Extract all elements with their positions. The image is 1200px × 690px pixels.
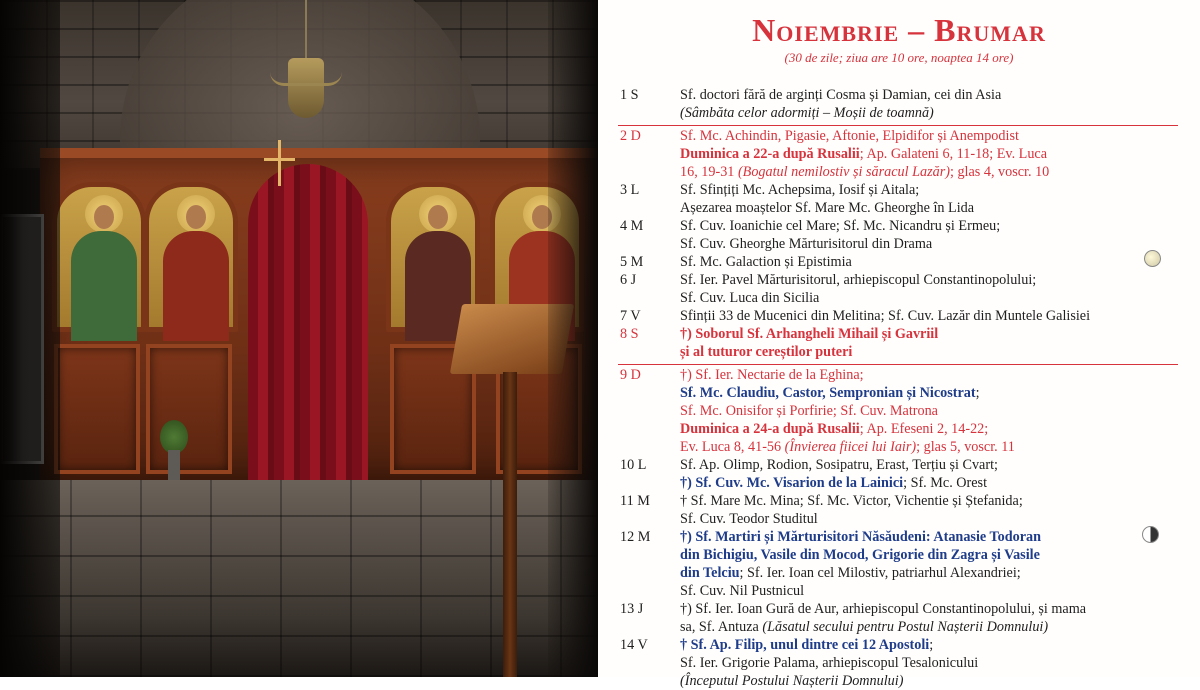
day-text: [680, 127, 1178, 181]
text-segment: (Învierea fiicei lui Iair): [784, 439, 917, 455]
text-segment: ; Sf. Ier. Ioan cel Milostiv, patriarhul Alexandriei;: [739, 565, 1021, 581]
entry-line: [680, 235, 1178, 253]
day-text: [680, 217, 1178, 253]
day-text: [680, 528, 1178, 600]
day-label: 2 D: [620, 128, 641, 144]
text-segment: †) Sf. Ier. Nectarie de la Eghina;: [680, 367, 864, 383]
day-label: 14 V: [620, 637, 648, 653]
day-label: 12 M: [620, 529, 651, 545]
text-segment: (Sâmbăta celor adormiți – Moșii de toamnă): [680, 105, 934, 121]
calendar-entries: [618, 86, 1178, 690]
text-segment: Sf. Ier. Pavel Mărturisitorul, arhiepiscopul Constantinopolului;: [680, 272, 1037, 288]
text-segment: din Bichigiu, Vasile din Mocod, Grigorie din Zagra și Vasile: [680, 547, 1040, 563]
entry-line: [680, 86, 1178, 104]
text-segment: 16, 19-31: [680, 164, 738, 180]
entry-line: [680, 104, 1178, 122]
chapel-photo: [0, 0, 598, 677]
text-segment: Sf. Cuv. Gheorghe Mărturisitorul din Drama: [680, 236, 933, 252]
text-segment: ; glas 4, voscr. 10: [949, 164, 1050, 180]
day-label: 11 M: [620, 493, 650, 509]
text-segment: Sfinții 33 de Mucenici din Melitina; Sf. Cuv. Lazăr din Muntele Galisiei: [680, 308, 1091, 324]
day-text: [680, 456, 1178, 492]
calendar-entry: [618, 86, 1178, 122]
day-label: 4 M: [620, 218, 644, 234]
day-text: [680, 253, 1178, 271]
cross-icon: [278, 140, 281, 186]
day-text: [680, 271, 1178, 307]
entry-line: [680, 307, 1178, 325]
calendar-entry: [618, 325, 1178, 361]
text-segment: din Telciu: [680, 565, 740, 581]
entry-line: [680, 438, 1178, 456]
entry-line: [680, 127, 1178, 145]
entry-line: [680, 145, 1178, 163]
day-label: 5 M: [620, 254, 644, 270]
day-text: [680, 325, 1178, 361]
day-text: [680, 86, 1178, 122]
day-label: 13 J: [620, 601, 644, 617]
month-subtitle: (30 de zile; ziua are 10 ore, noaptea 14 ore): [784, 50, 1014, 65]
entry-line: [680, 546, 1178, 564]
lower-wood-panel: [146, 344, 232, 474]
chandelier: [266, 0, 346, 160]
lectern-post: [503, 372, 517, 677]
entry-line: [680, 181, 1178, 199]
text-segment: Sf. Cuv. Teodor Studitul: [680, 511, 818, 527]
entry-line: [680, 343, 1178, 361]
entry-line: [680, 600, 1178, 618]
text-segment: ;: [975, 385, 980, 401]
text-segment: (Începutul Postului Nașterii Domnului): [680, 673, 904, 689]
entry-line: [680, 474, 1178, 492]
royal-doors-curtain: [248, 164, 368, 490]
calendar-entry: [618, 307, 1178, 325]
flower-vase: [160, 420, 188, 480]
entry-line: [680, 366, 1178, 384]
calendar-entry: [618, 217, 1178, 253]
entry-line: [680, 402, 1178, 420]
text-segment: Sf. Cuv. Luca din Sicilia: [680, 290, 820, 306]
day-text: [680, 636, 1178, 690]
text-segment: Sf. Mc. Achindin, Pigasie, Aftonie, Elpidifor și Anempodist: [680, 128, 1019, 144]
text-segment: (Lăsatul secului pentru Postul Nașterii Domnului): [762, 619, 1049, 635]
entry-line: [680, 654, 1178, 672]
calendar-entry: [618, 528, 1178, 600]
entry-line: [680, 271, 1178, 289]
entry-line: [680, 384, 1178, 402]
lower-wood-panel: [54, 344, 140, 474]
entry-line: [680, 636, 1178, 654]
calendar-entry: [618, 181, 1178, 217]
text-segment: †) Sf. Cuv. Mc. Visarion de la Lainici: [680, 475, 904, 491]
day-label: 10 L: [620, 457, 647, 473]
entry-line: [680, 163, 1178, 181]
entry-line: [680, 618, 1178, 636]
calendar-entry: [618, 492, 1178, 528]
entry-line: [680, 564, 1178, 582]
calendar-entry: [618, 636, 1178, 690]
entry-line: [680, 492, 1178, 510]
calendar-entry: [618, 364, 1178, 456]
text-segment: †) Sf. Martiri și Mărturisitori Năsăudeni: Atanasie Todoran: [680, 529, 1041, 545]
entry-line: [680, 217, 1178, 235]
entry-line: [680, 510, 1178, 528]
calendar-entry: [618, 600, 1178, 636]
entry-line: [680, 253, 1178, 271]
text-segment: †) Sf. Ier. Ioan Gură de Aur, arhiepiscopul Constantinopolului, și mama: [680, 601, 1087, 617]
entry-line: [680, 199, 1178, 217]
theotokos-icon-panel: [144, 182, 238, 332]
entry-line: [680, 289, 1178, 307]
text-segment: Sf. Mc. Onisifor și Porfirie; Sf. Cuv. Matrona: [680, 403, 938, 419]
calendar-entry: [618, 271, 1178, 307]
day-label: 6 J: [620, 272, 637, 288]
text-segment: Duminica a 22-a după Rusalii: [680, 146, 860, 162]
calendar-entry: [618, 456, 1178, 492]
day-label: 7 V: [620, 308, 641, 324]
first-quarter-moon-icon: [1142, 526, 1159, 543]
day-text: [680, 307, 1178, 325]
day-label: 1 S: [620, 87, 639, 103]
text-segment: † Sf. Mare Mc. Mina; Sf. Mc. Victor, Vichentie și Ștefanida;: [680, 493, 1023, 509]
text-segment: și al tuturor cereștilor puteri: [680, 344, 853, 360]
text-segment: Duminica a 24-a după Rusalii: [680, 421, 860, 437]
text-segment: † Sf. Ap. Filip, unul dintre cei 12 Apostoli: [680, 637, 930, 653]
text-segment: Sf. Mc. Galaction și Epistimia: [680, 254, 852, 270]
full-moon-icon: [1144, 250, 1161, 267]
month-title: Noiembrie – Brumar: [752, 12, 1046, 48]
calendar-page: [598, 0, 1200, 689]
text-segment: Sf. Ap. Olimp, Rodion, Sosipatru, Erast, Terțiu și Cvart;: [680, 457, 998, 473]
text-segment: Sf. doctori fără de arginți Cosma și Damian, cei din Asia: [680, 87, 1002, 103]
text-segment: Sf. Ier. Grigorie Palama, arhiepiscopul Tesalonicului: [680, 655, 979, 671]
text-segment: ; Ap. Galateni 6, 11-18; Ev. Luca: [859, 146, 1048, 162]
text-segment: (Bogatul nemilostiv și săracul Lazăr): [737, 164, 950, 180]
entry-line: [680, 456, 1178, 474]
entry-line: [680, 420, 1178, 438]
text-segment: ; Sf. Mc. Orest: [903, 475, 988, 491]
text-segment: Sf. Cuv. Nil Pustnicul: [680, 583, 805, 599]
entry-line: [680, 325, 1178, 343]
day-text: [680, 366, 1178, 456]
text-segment: ;: [929, 637, 934, 653]
text-segment: Sf. Cuv. Ioanichie cel Mare; Sf. Mc. Nicandru și Ermeu;: [680, 218, 1001, 234]
day-text: [680, 181, 1178, 217]
text-segment: ; Ap. Efeseni 2, 14-22;: [859, 421, 989, 437]
text-segment: sa, Sf. Antuza: [680, 619, 763, 635]
saint-icon-panel: [52, 182, 146, 332]
entry-line: [680, 672, 1178, 690]
day-label: 3 L: [620, 182, 640, 198]
entry-line: [680, 528, 1178, 546]
calendar-entry: [618, 125, 1178, 181]
entry-line: [680, 582, 1178, 600]
text-segment: Sf. Sfințiți Mc. Achepsima, Iosif și Aitala;: [680, 182, 920, 198]
text-segment: Sf. Mc. Claudiu, Castor, Sempronian și Nicostrat: [680, 385, 976, 401]
text-segment: †) Soborul Sf. Arhangheli Mihail și Gavriil: [680, 326, 939, 342]
day-text: [680, 600, 1178, 636]
text-segment: ; glas 5, voscr. 11: [916, 439, 1015, 455]
day-text: [680, 492, 1178, 528]
day-label: 8 S: [620, 326, 639, 342]
day-label: 9 D: [620, 367, 641, 383]
calendar-entry: [618, 253, 1178, 271]
text-segment: Ev. Luca 8, 41-56: [680, 439, 785, 455]
text-segment: Așezarea moaștelor Sf. Mare Mc. Gheorghe în Lida: [680, 200, 975, 216]
